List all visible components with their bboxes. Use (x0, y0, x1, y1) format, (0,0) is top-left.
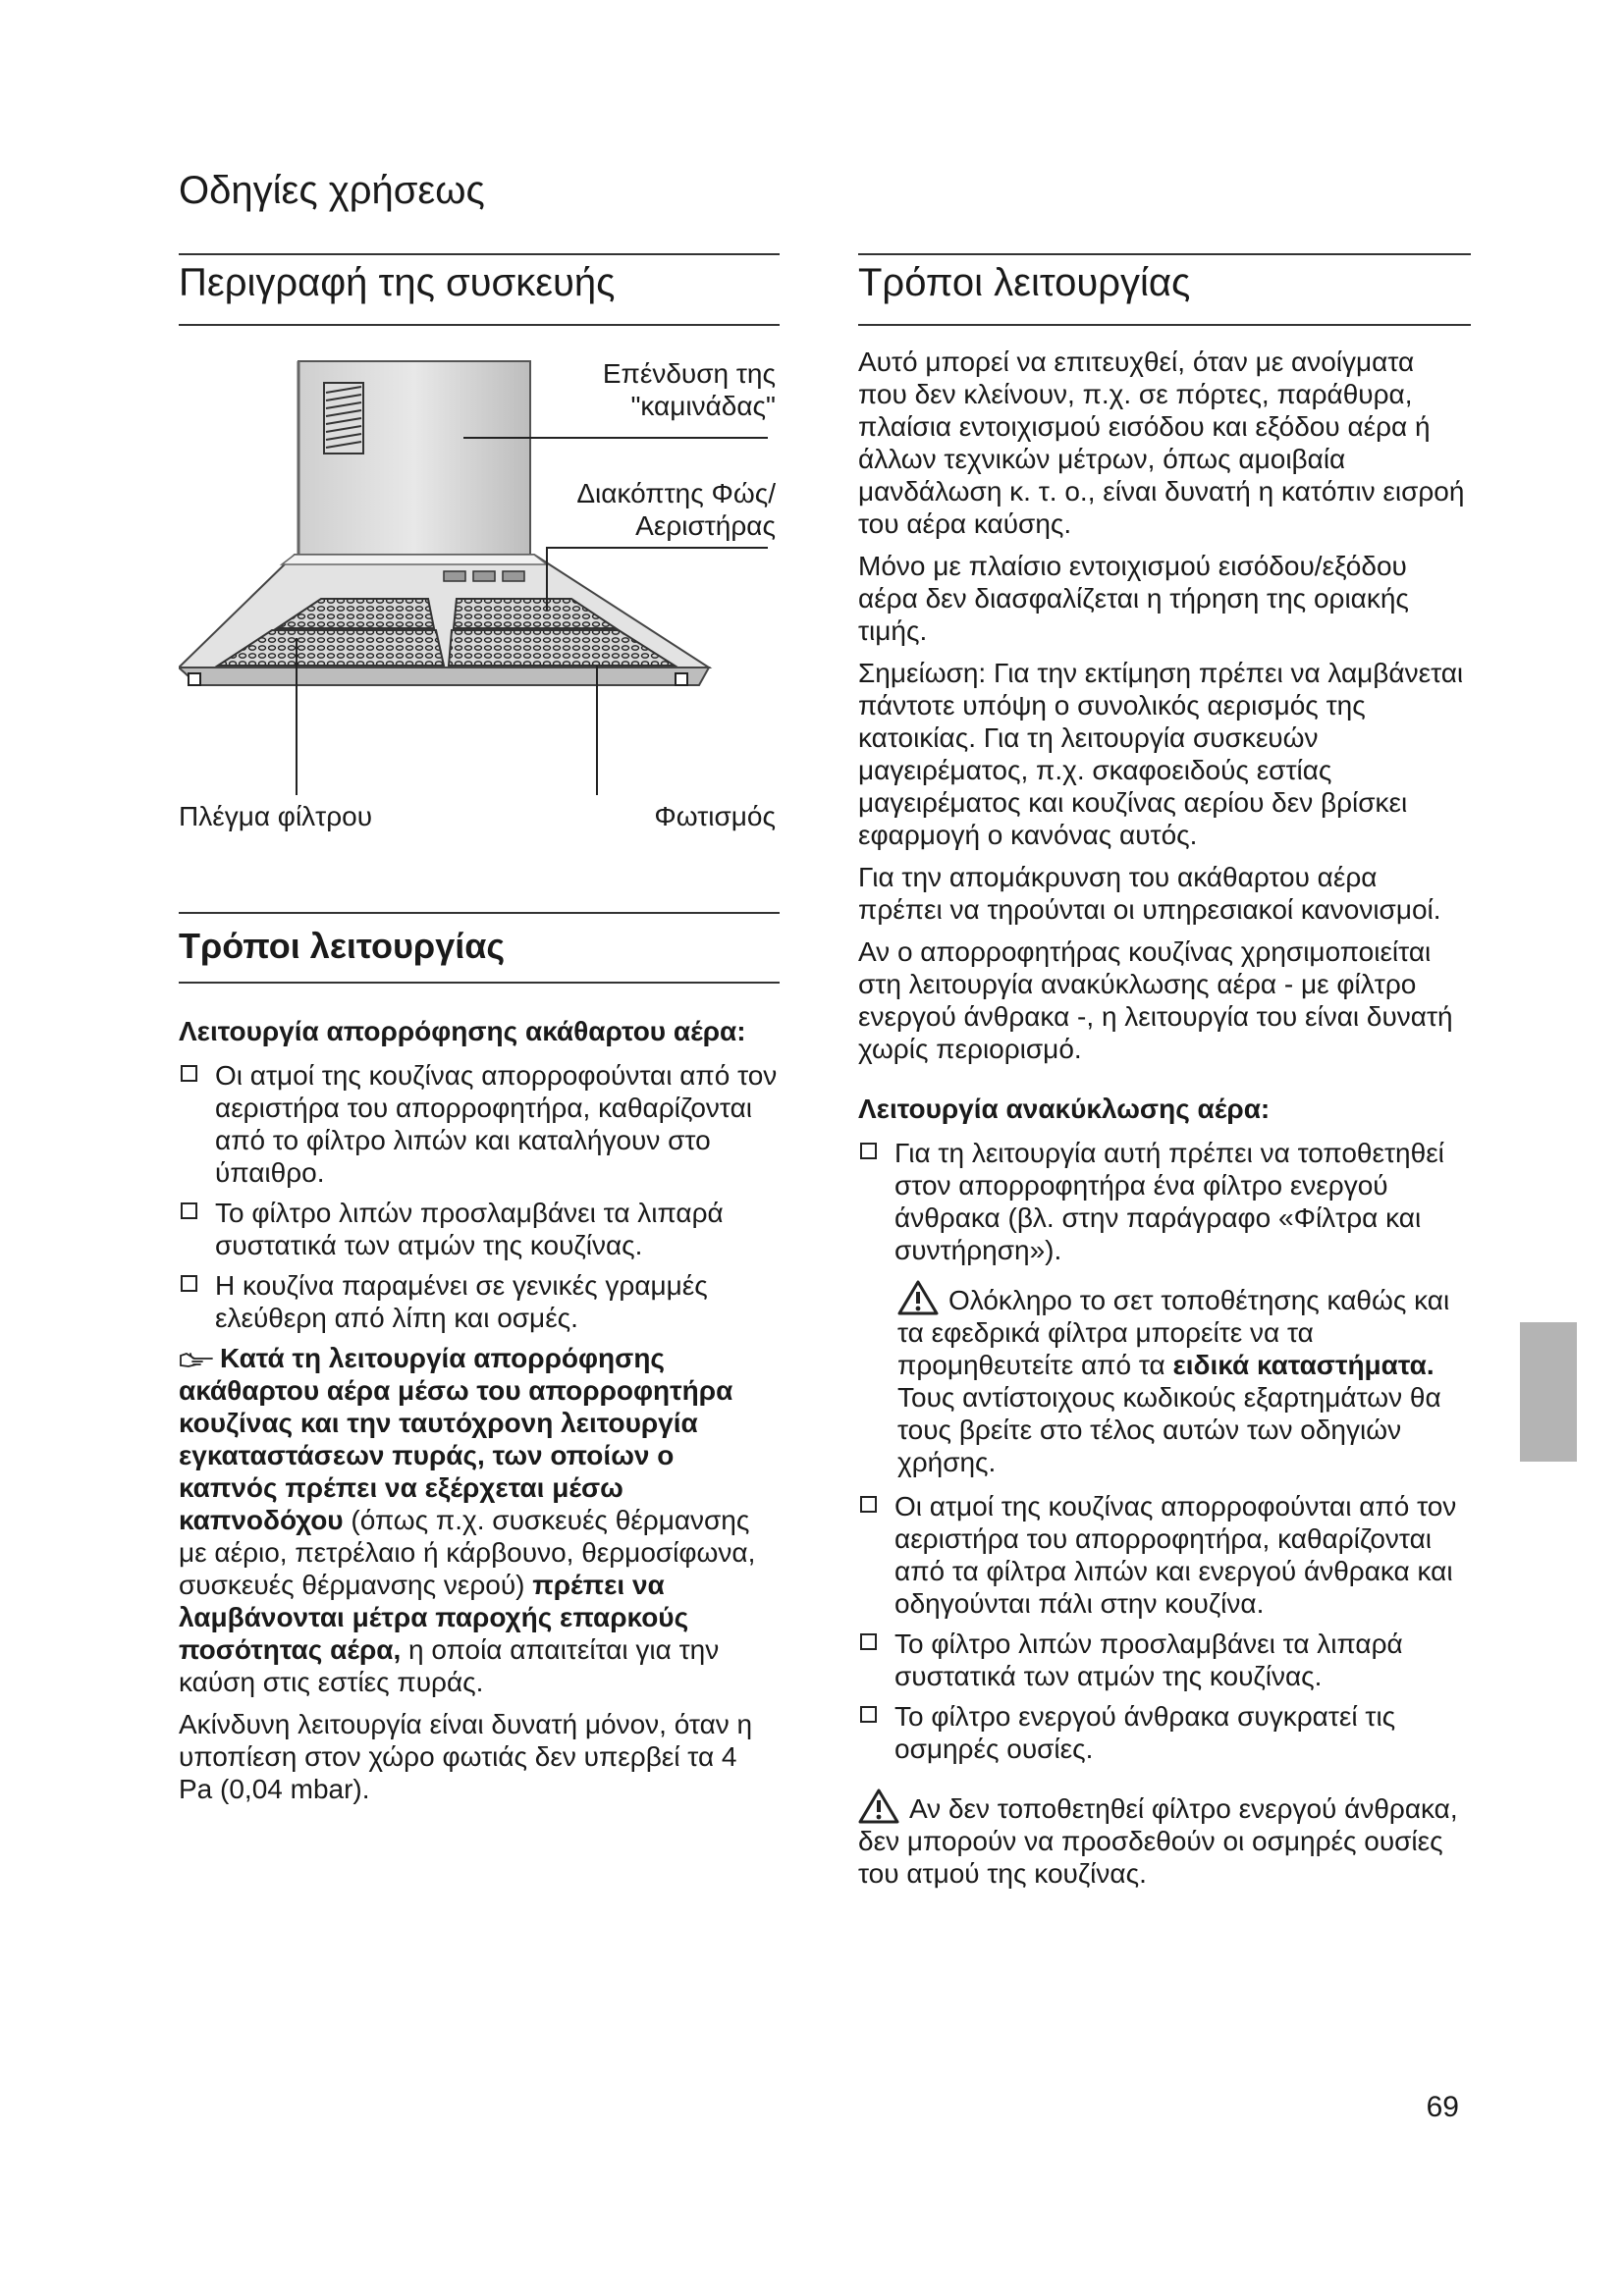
list-item: Οι ατμοί της κουζίνας απορροφούνται από τον αεριστήρα του απορροφητήρα, καθαρίζονται από το φίλτρο λιπών και καταλήγουν στο ύπαιθρο. (179, 1059, 778, 1189)
section-title-modes-continued: Τρόποι λειτουργίας (858, 261, 1191, 304)
paragraph: Αυτό μπορεί να επιτευχθεί, όταν με ανοίγματα που δεν κλείνουν, π.χ. σε πόρτες, παράθυρα, πλαίσια εντοιχισμού εισόδου και εξόδου αέρα ή άλλων τεχνικών μέτρων, όπως αμοιβαία μανδάλωση κ. τ. ο., είναι δυνατή η κατόπιν εισροή του αέρα καύσης. (858, 347, 1465, 539)
checkbox-square-icon (860, 1496, 877, 1513)
warning-triangle-icon (897, 1280, 939, 1315)
checkbox-square-icon (860, 1633, 877, 1650)
divider (179, 982, 780, 984)
warning-triangle-icon (858, 1789, 899, 1824)
checkbox-square-icon (860, 1706, 877, 1723)
paragraph: Για την απομάκρυνση του ακάθαρτου αέρα πρέπει να τηρούνται οι υπηρεσιακοί κανονισμοί. (858, 862, 1441, 925)
paragraph: Σημείωση: Για την εκτίμηση πρέπει να λαμβάνεται πάντοτε υπόψη ο συνολικός αερισμός της κατοικίας. Για τη λειτουργία συσκευών μαγειρέματος, π.χ. σκαφοειδούς εστίας μαγειρέματος και κουζίνας αερίου δεν βρίσκει εφαρμογή ο κανόνας αυτός. (858, 658, 1464, 850)
label-lighting: Φωτισμός (654, 801, 776, 831)
label-filter-grid: Πλέγμα φίλτρου (179, 801, 373, 831)
divider (179, 253, 780, 255)
checkbox-square-icon (860, 1143, 877, 1159)
left-modes-column (179, 1015, 778, 1815)
list-item: Το φίλτρο ενεργού άνθρακα συγκρατεί τις οσμηρές ουσίες. (858, 1700, 1467, 1765)
exhaust-mode-heading: Λειτουργία απορρόφησης ακάθαρτου αέρα: (179, 1016, 746, 1046)
document-title: Οδηγίες χρήσεως (179, 169, 485, 212)
recirculation-mode-heading: Λειτουργία ανακύκλωσης αέρα: (858, 1094, 1271, 1124)
pointing-hand-icon (179, 1350, 214, 1369)
section-title-description: Περιγραφή της συσκευής (179, 261, 616, 304)
list-item: Το φίλτρο λιπών προσλαμβάνει τα λιπαρά συστατικά των ατμών της κουζίνας. (179, 1197, 778, 1261)
paragraph: Μόνο με πλαίσιο εντοιχισμού εισόδου/εξόδου αέρα δεν διασφαλίζεται η τήρηση της οριακής τιμής. (858, 551, 1409, 646)
section-title-modes: Τρόποι λειτουργίας (179, 926, 506, 966)
checkbox-square-icon (181, 1202, 197, 1219)
checkbox-square-icon (181, 1065, 197, 1082)
label-chimney-cover: Επένδυση της "καμινάδας" (602, 358, 776, 421)
list-item: Οι ατμοί της κουζίνας απορροφούνται από τον αεριστήρα του απορροφητήρα, καθαρίζονται από τα φίλτρα λιπών και ενεργού άνθρακα και οδηγούνται πάλι στην κουζίνα. (858, 1490, 1467, 1620)
divider (858, 324, 1471, 326)
warning-note-charcoal: Αν δεν τοποθετηθεί φίλτρο ενεργού άνθρακα, δεν μπορούν να προσδεθούν οι οσμηρές ουσίες του ατμού της κουζίνας. (858, 1789, 1467, 1890)
checkbox-square-icon (181, 1275, 197, 1292)
list-item: Το φίλτρο λιπών προσλαμβάνει τα λιπαρά συστατικά των ατμών της κουζίνας. (858, 1628, 1467, 1692)
page-number: 69 (1426, 2091, 1459, 2123)
right-column (858, 346, 1467, 1890)
chapter-tab-marker (1520, 1322, 1577, 1462)
divider (179, 324, 780, 326)
paragraph: Αν ο απορροφητήρας κουζίνας χρησιμοποιείται στη λειτουργία ανακύκλωσης αέρα - με φίλτρο ενεργού άνθρακα -, η λειτουργία του είναι δυνατή χωρίς περιορισμό. (858, 936, 1453, 1064)
warning-note-accessories: Ολόκληρο το σετ τοποθέτησης καθώς και τα εφεδρικά φίλτρα μπορείτε να τα προμηθευτείτε από τα ειδικά καταστήματα. Τους αντίστοιχους κωδικούς εξαρτημάτων θα τους βρείτε στο τέλος αυτών των οδηγιών χρήσης. (858, 1280, 1467, 1478)
safe-operation-text: Ακίνδυνη λειτουργία είναι δυνατή μόνον, όταν η υποπίεση στον χώρο φωτιάς δεν υπερβεί τα 4 Pa (0,04 mbar). (179, 1709, 753, 1804)
divider (179, 912, 780, 914)
divider (858, 253, 1471, 255)
list-item: Για τη λειτουργία αυτή πρέπει να τοποθετηθεί στον απορροφητήρα ένα φίλτρο ενεργού άνθρακα (βλ. στην παράγραφο «Φίλτρα και συντήρηση»). (858, 1137, 1467, 1266)
label-light-fan-switch: Διακόπτης Φώς/Αεριστήρας (576, 478, 776, 541)
chimney-note: Κατά τη λειτουργία απορρόφησης ακάθαρτου αέρα μέσω του απορροφητήρα κουζίνας και την ταυτόχρονη λειτουργία εγκαταστάσεων πυράς, των οποίων ο καπνός πρέπει να εξέρχεται μέσω καπνοδόχου (όπως π.χ. συσκευές θέρμανσης με αέριο, πετρέλαιο ή κάρβουνο, θερμοσίφωνα, συσκευές θέρμανσης νερού) πρέπει να λαμβάνονται μέτρα παροχής επαρκούς ποσότητας αέρα, η οποία απαιτείται για την καύση στις εστίες πυράς. (179, 1343, 756, 1697)
list-item: Η κουζίνα παραμένει σε γενικές γραμμές ελεύθερη από λίπη και οσμές. (179, 1269, 778, 1334)
